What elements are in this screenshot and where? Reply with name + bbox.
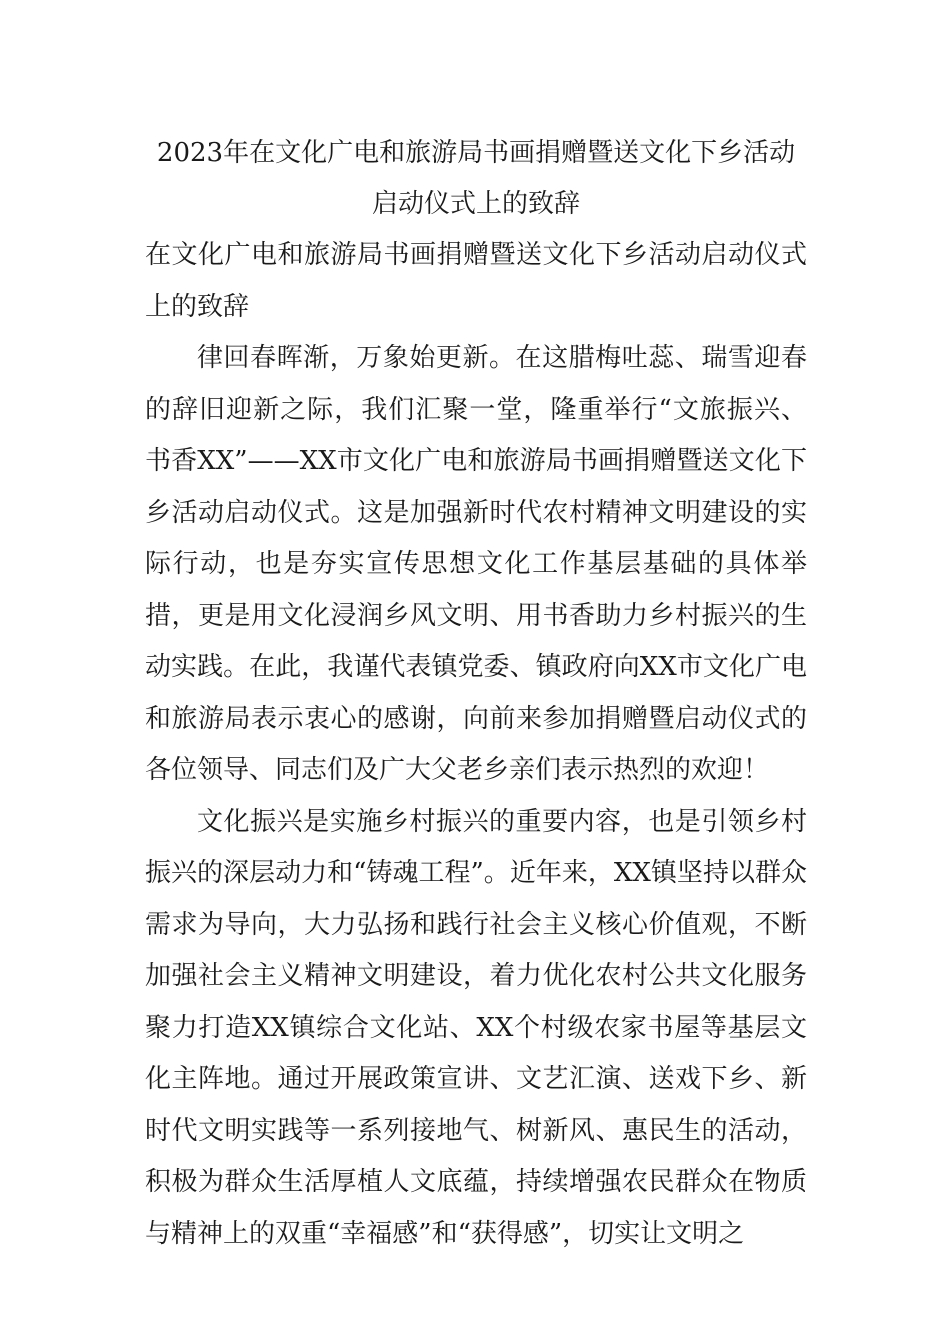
paragraph-culture-revitalization: 文化振兴是实施乡村振兴的重要内容，也是引领乡村振兴的深层动力和“铸魂工程”。近年来，XX镇坚持以群众需求为导向，大力弘扬和践行社会主义核心价值观，不断加强社会主义精神文明建设，着力优化农村公共文化服务聚力打造XX镇综合文化站、XX个村级农家书屋等基层文化主阵地。通过开展政策宣讲、文艺汇演、送戏下乡、新时代文明实践等一系列接地气、树新风、惠民生的活动，积极为群众生活厚植人文底蕴，持续增强农民群众在物质与精神上的双重“幸福感”和“获得感”，切实让文明之: [145, 806, 807, 1249]
document-page: [145, 128, 807, 1260]
document-title: 2023年在文化广电和旅游局书画捐赠暨送文化下乡活动启动仪式上的致辞: [156, 138, 796, 219]
document-subtitle: 在文化广电和旅游局书画捐赠暨送文化下乡活动启动仪式上的致辞: [145, 240, 807, 322]
paragraph-opening: 律回春晖渐，万象始更新。在这腊梅吐蕊、瑞雪迎春的辞旧迎新之际，我们汇聚一堂，隆重举行“文旅振兴、书香XX”——XX市文化广电和旅游局书画捐赠暨送文化下乡活动启动仪式。这是加强新时代农村精神文明建设的实际行动，也是夯实宣传思想文化工作基层基础的具体举措，更是用文化浸润乡风文明、用书香助力乡村振兴的生动实践。在此，我谨代表镇党委、镇政府向XX市文化广电和旅游局表示衷心的感谢，向前来参加捐赠暨启动仪式的各位领导、同志们及广大父老乡亲们表示热烈的欢迎！: [145, 343, 807, 785]
